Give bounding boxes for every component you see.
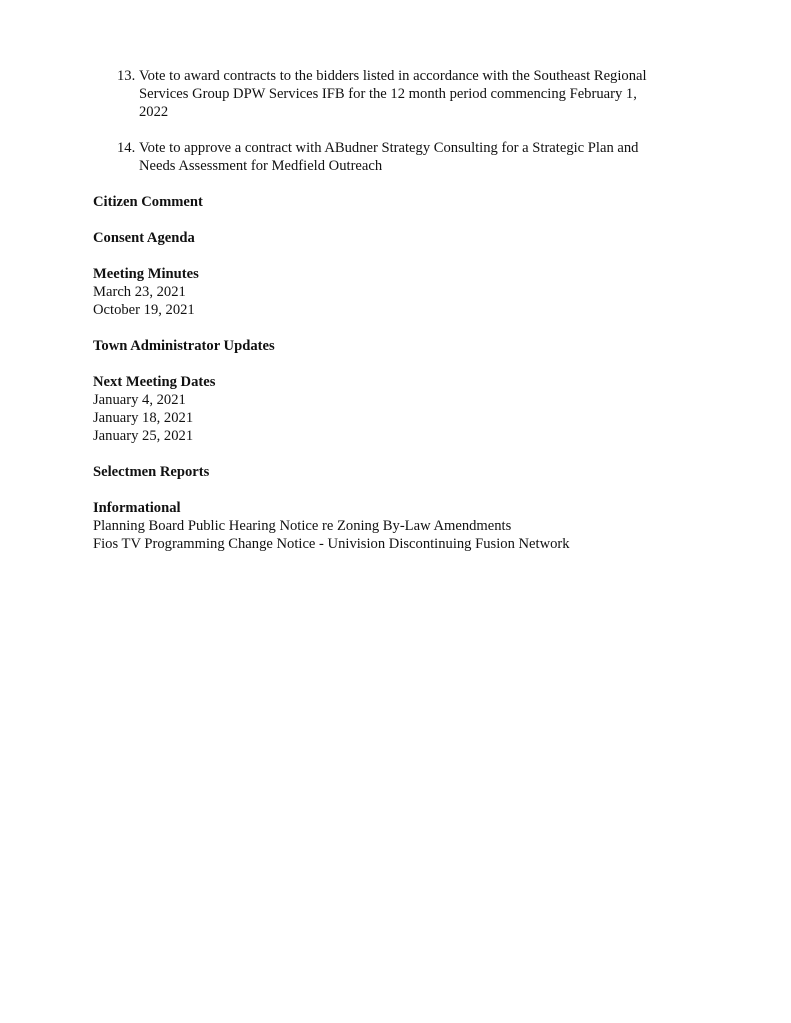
- section-heading: Next Meeting Dates: [93, 374, 216, 390]
- section-heading: Consent Agenda: [93, 230, 195, 246]
- section-heading: Informational: [93, 500, 181, 516]
- next-meeting-date: January 18, 2021: [93, 410, 194, 426]
- section-meeting-minutes: [93, 265, 691, 319]
- next-meeting-date: January 4, 2021: [93, 392, 186, 408]
- section-heading: Meeting Minutes: [93, 266, 199, 282]
- meeting-minutes-date: March 23, 2021: [93, 284, 186, 300]
- section-selectmen-reports: [93, 463, 691, 481]
- next-meeting-date: January 25, 2021: [93, 428, 194, 444]
- agenda-numbered-list: [93, 67, 691, 175]
- section-heading: Town Administrator Updates: [93, 338, 275, 354]
- section-citizen-comment: [93, 193, 691, 211]
- section-heading: Selectmen Reports: [93, 464, 210, 480]
- meeting-minutes-date: October 19, 2021: [93, 302, 195, 318]
- section-consent-agenda: [93, 229, 691, 247]
- section-informational: [93, 499, 691, 553]
- agenda-item-text-line: Services Group DPW Services IFB for the 12 month period commencing February 1,: [139, 86, 637, 102]
- section-next-meeting-dates: [93, 373, 691, 445]
- section-heading: Citizen Comment: [93, 194, 203, 210]
- agenda-item-text-line: Vote to award contracts to the bidders listed in accordance with the Southeast Regional: [139, 68, 647, 84]
- section-town-administrator-updates: [93, 337, 691, 355]
- agenda-item-14: [93, 139, 691, 175]
- informational-item: Fios TV Programming Change Notice - Univision Discontinuing Fusion Network: [93, 536, 570, 552]
- agenda-item-text-line: Vote to approve a contract with ABudner Strategy Consulting for a Strategic Plan and: [139, 140, 639, 156]
- agenda-item-number: 13.: [117, 68, 136, 84]
- agenda-item-text-line: 2022: [139, 104, 169, 120]
- agenda-item-13: [93, 67, 691, 121]
- agenda-item-text-line: Needs Assessment for Medfield Outreach: [139, 158, 383, 174]
- agenda-item-number: 14.: [117, 140, 136, 156]
- informational-item: Planning Board Public Hearing Notice re Zoning By-Law Amendments: [93, 518, 512, 534]
